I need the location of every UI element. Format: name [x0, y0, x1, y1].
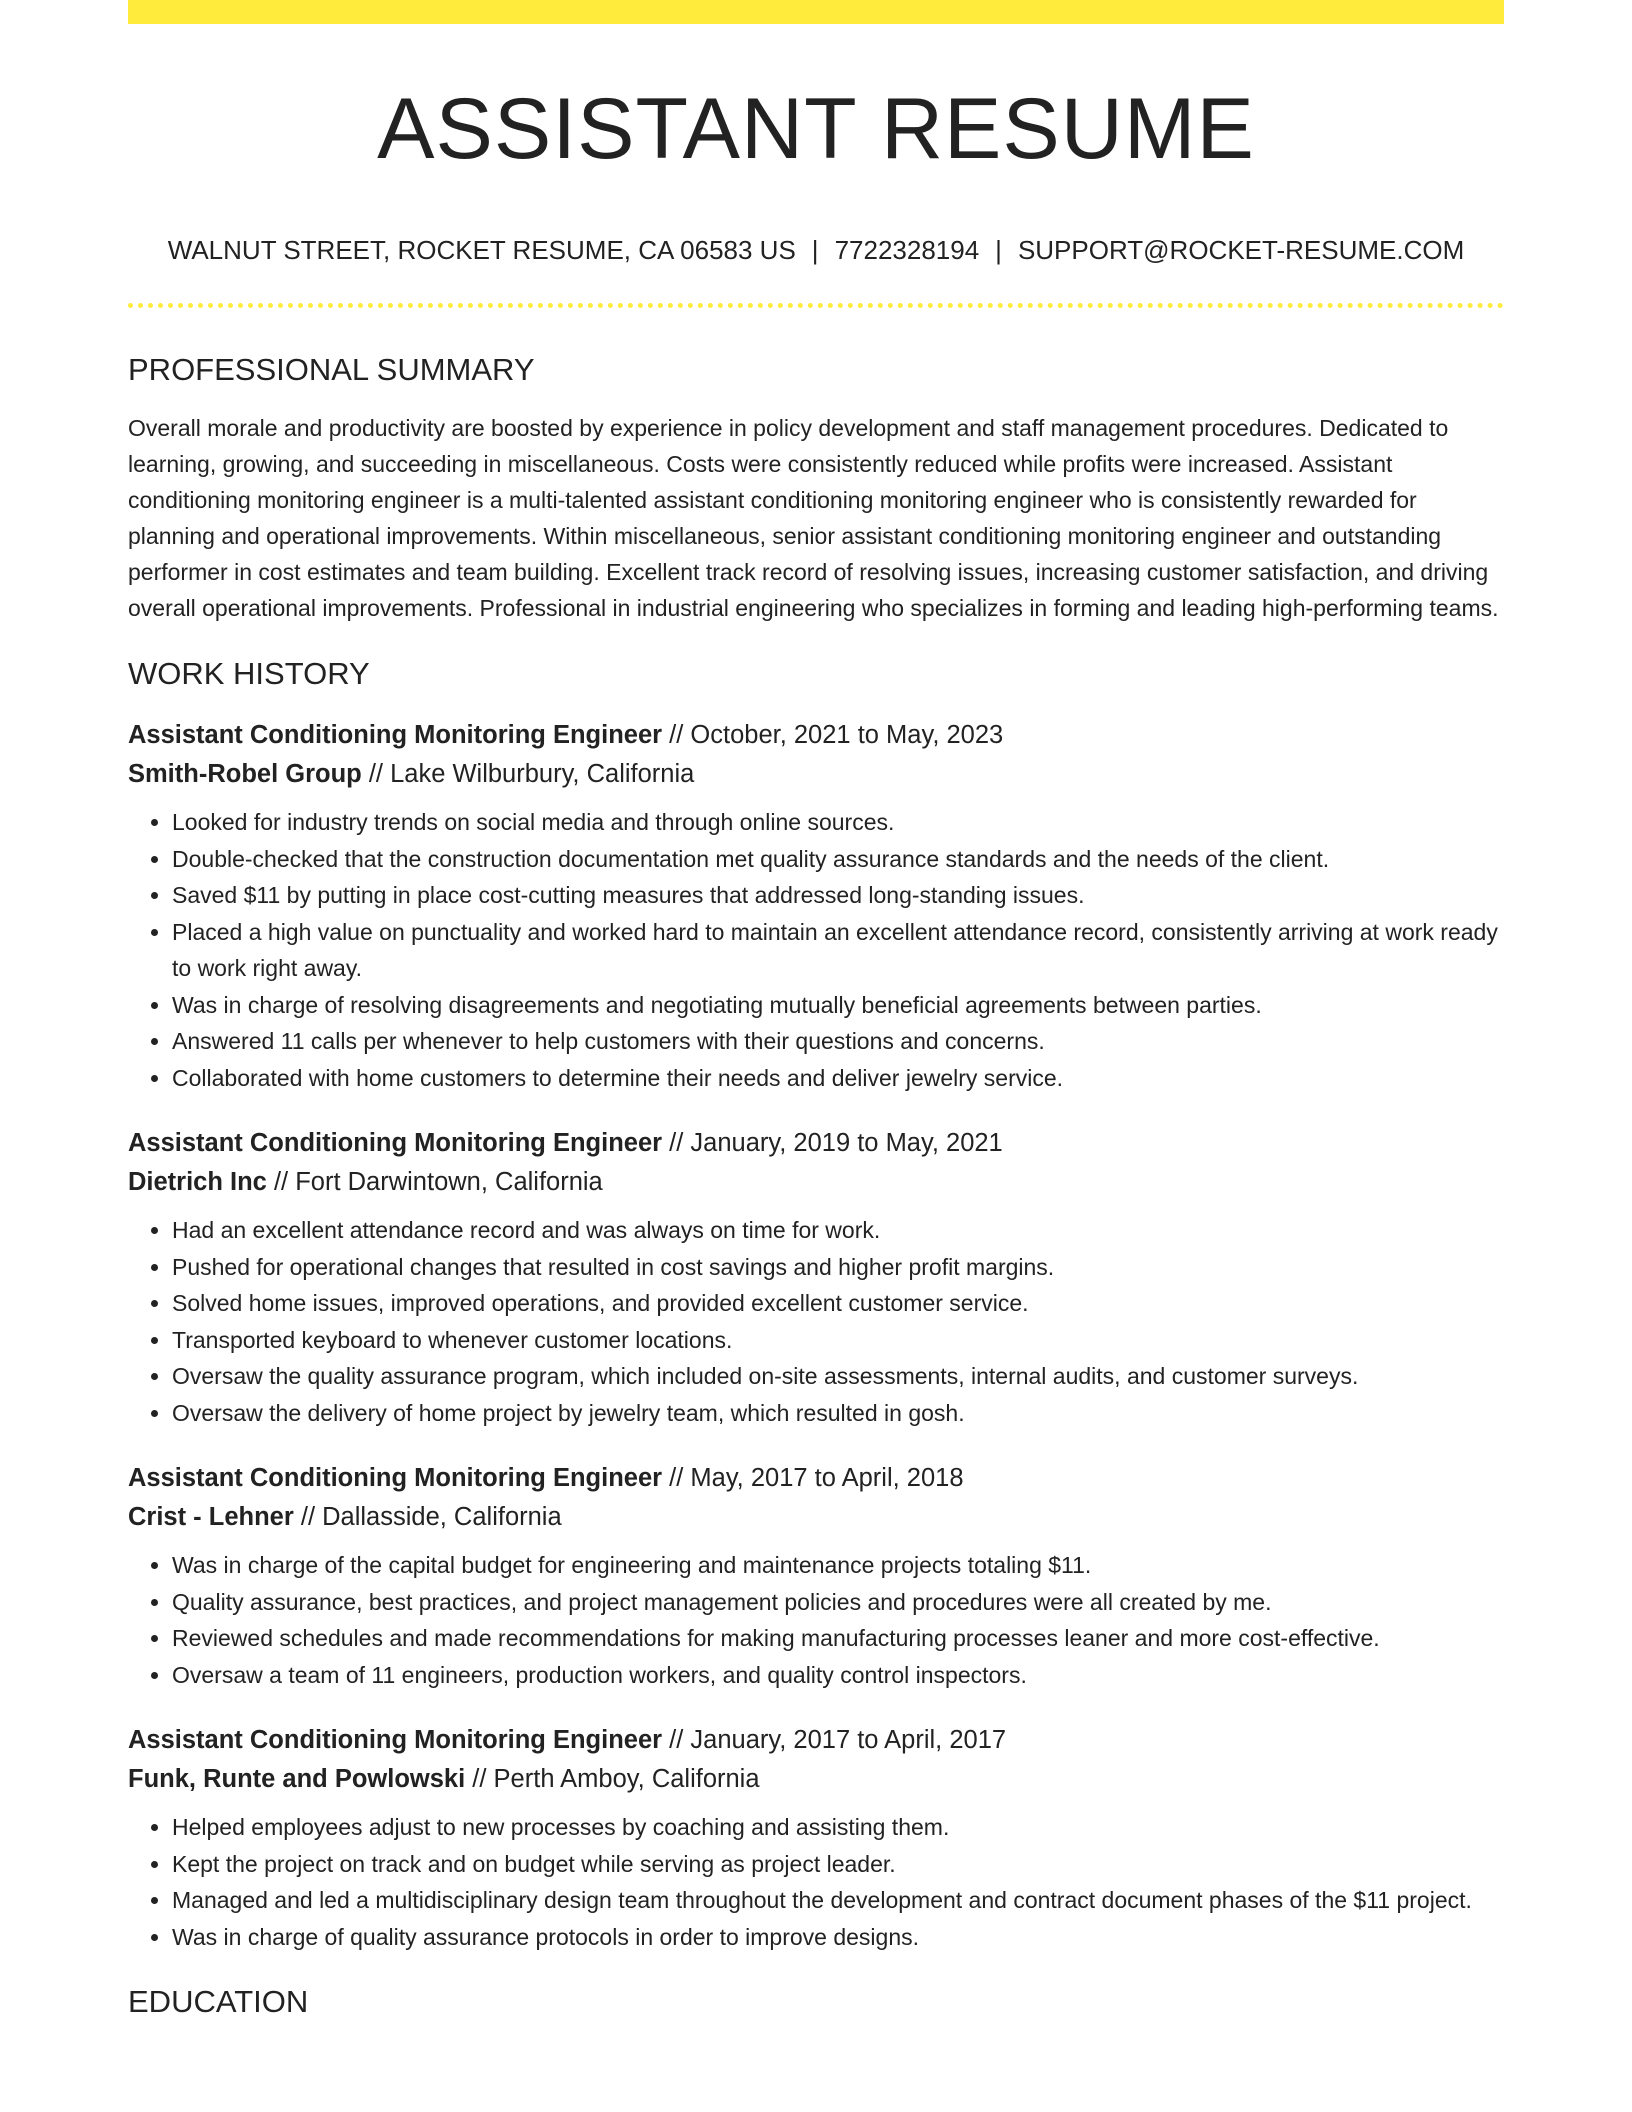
job-company: Smith-Robel Group [128, 760, 362, 789]
email: SUPPORT@ROCKET-RESUME.COM [1017, 234, 1465, 265]
bullet-item: • Oversaw the delivery of home project by jewelry team, which resulted in gosh. [172, 1395, 1504, 1432]
bullet-item: • Was in charge of the capital budget for engineering and maintenance projects totaling $11. [172, 1547, 1504, 1584]
job-dates: January, 2019 to May, 2021 [690, 1129, 1003, 1158]
bullet-item: • Helped employees adjust to new processes by coaching and assisting them. [172, 1809, 1504, 1846]
job-role-line [128, 716, 1504, 755]
job-bullets [128, 1212, 1504, 1431]
bullet-item: • Oversaw the quality assurance program, which included on-site assessments, internal audits, and customer surveys. [172, 1358, 1504, 1395]
resume-page [128, 0, 1504, 2020]
bullet-item: • Pushed for operational changes that resulted in cost savings and higher profit margins. [172, 1249, 1504, 1286]
job-dates: October, 2021 to May, 2023 [690, 721, 1004, 750]
contact-separator: | [995, 234, 1002, 265]
bullet-item: • Kept the project on track and on budget while serving as project leader. [172, 1846, 1504, 1883]
job-location: Dallasside, California [322, 1503, 562, 1532]
job-entry [128, 1124, 1504, 1431]
address: WALNUT STREET, ROCKET RESUME, CA 06583 US [167, 234, 796, 265]
resume-title: ASSISTANT RESUME [377, 81, 1255, 177]
job-role-line [128, 1721, 1504, 1760]
job-company-line [128, 1163, 1504, 1202]
job-role: Assistant Conditioning Monitoring Engineer [128, 1464, 663, 1493]
job-company: Dietrich Inc [128, 1168, 267, 1197]
job-company-line [128, 1760, 1504, 1799]
bullet-item: • Saved $11 by putting in place cost-cutting measures that addressed long-standing issues. [172, 877, 1504, 914]
job-location: Perth Amboy, California [493, 1765, 760, 1794]
job-delimiter: // [662, 1129, 691, 1158]
job-delimiter: // [293, 1503, 323, 1532]
job-company: Funk, Runte and Powlowski [128, 1765, 466, 1794]
contact-line [128, 235, 1504, 266]
education-heading: EDUCATION [128, 1984, 309, 2020]
job-company: Crist - Lehner [128, 1503, 294, 1532]
job-bullets [128, 1809, 1504, 1955]
job-location: Lake Wilburbury, California [390, 760, 695, 789]
bullet-item: • Solved home issues, improved operations, and provided excellent customer service. [172, 1285, 1504, 1322]
bullet-item: • Was in charge of resolving disagreements and negotiating mutually beneficial agreements between parties. [172, 987, 1504, 1024]
work-history-heading: WORK HISTORY [128, 655, 370, 691]
job-location: Fort Darwintown, California [295, 1168, 603, 1197]
bullet-item: • Quality assurance, best practices, and project management policies and procedures were all created by me. [172, 1584, 1504, 1621]
bullet-item: • Had an excellent attendance record and was always on time for work. [172, 1212, 1504, 1249]
accent-bar [128, 0, 1504, 24]
job-delimiter: // [662, 1464, 691, 1493]
job-delimiter: // [465, 1765, 494, 1794]
bullet-item: • Double-checked that the construction documentation met quality assurance standards and the needs of the client. [172, 841, 1504, 878]
bullet-item: • Reviewed schedules and made recommendations for making manufacturing processes leaner and more cost-effective. [172, 1620, 1504, 1657]
job-entry [128, 1721, 1504, 1955]
job-role: Assistant Conditioning Monitoring Engineer [128, 1129, 663, 1158]
contact-separator: | [811, 234, 819, 265]
summary-text: Overall morale and productivity are boosted by experience in policy development and staff management procedures. Dedicated to learning, growing, and succeeding in miscellaneous. Costs were consistently reduced while profits were increased. Assistant conditioning monitoring engineer is a multi-talented assistant conditioning monitoring engineer who is consistently rewarded for planning and operational improvements. Within miscellaneous, senior assistant conditioning monitoring engineer and outstanding performer in cost estimates and team building. Excellent track record of resolving issues, increasing customer satisfaction, and driving overall operational improvements. Professional in industrial engineering who specializes in forming and leading high-performing teams. [128, 414, 1499, 621]
work-history-list [128, 716, 1504, 1955]
job-role: Assistant Conditioning Monitoring Engineer [128, 721, 663, 750]
dotted-divider [128, 303, 1504, 308]
bullet-item: • Looked for industry trends on social media and through online sources. [172, 804, 1504, 841]
job-delimiter: // [662, 1726, 691, 1755]
job-bullets [128, 804, 1504, 1096]
job-dates: May, 2017 to April, 2018 [690, 1464, 964, 1493]
job-delimiter: // [662, 721, 691, 750]
job-entry [128, 716, 1504, 1096]
bullet-item: • Answered 11 calls per whenever to help customers with their questions and concerns. [172, 1023, 1504, 1060]
bullet-item: • Placed a high value on punctuality and worked hard to maintain an excellent attendance record, consistently arriving at work ready to work right away. [172, 914, 1504, 987]
job-role-line [128, 1124, 1504, 1163]
job-role: Assistant Conditioning Monitoring Engineer [128, 1726, 663, 1755]
job-delimiter: // [266, 1168, 296, 1197]
job-role-line [128, 1459, 1504, 1498]
bullet-item: • Was in charge of quality assurance protocols in order to improve designs. [172, 1919, 1504, 1956]
job-entry [128, 1459, 1504, 1693]
bullet-item: • Collaborated with home customers to determine their needs and deliver jewelry service. [172, 1060, 1504, 1097]
job-bullets [128, 1547, 1504, 1693]
bullet-item: • Transported keyboard to whenever customer locations. [172, 1322, 1504, 1359]
job-dates: January, 2017 to April, 2017 [690, 1726, 1007, 1755]
summary-heading: PROFESSIONAL SUMMARY [128, 351, 535, 387]
job-company-line [128, 755, 1504, 794]
job-company-line [128, 1498, 1504, 1537]
phone: 7722328194 [834, 234, 980, 265]
job-delimiter: // [361, 760, 391, 789]
bullet-item: • Managed and led a multidisciplinary design team throughout the development and contract document phases of the $11 project. [172, 1882, 1504, 1919]
bullet-item: • Oversaw a team of 11 engineers, production workers, and quality control inspectors. [172, 1657, 1504, 1694]
